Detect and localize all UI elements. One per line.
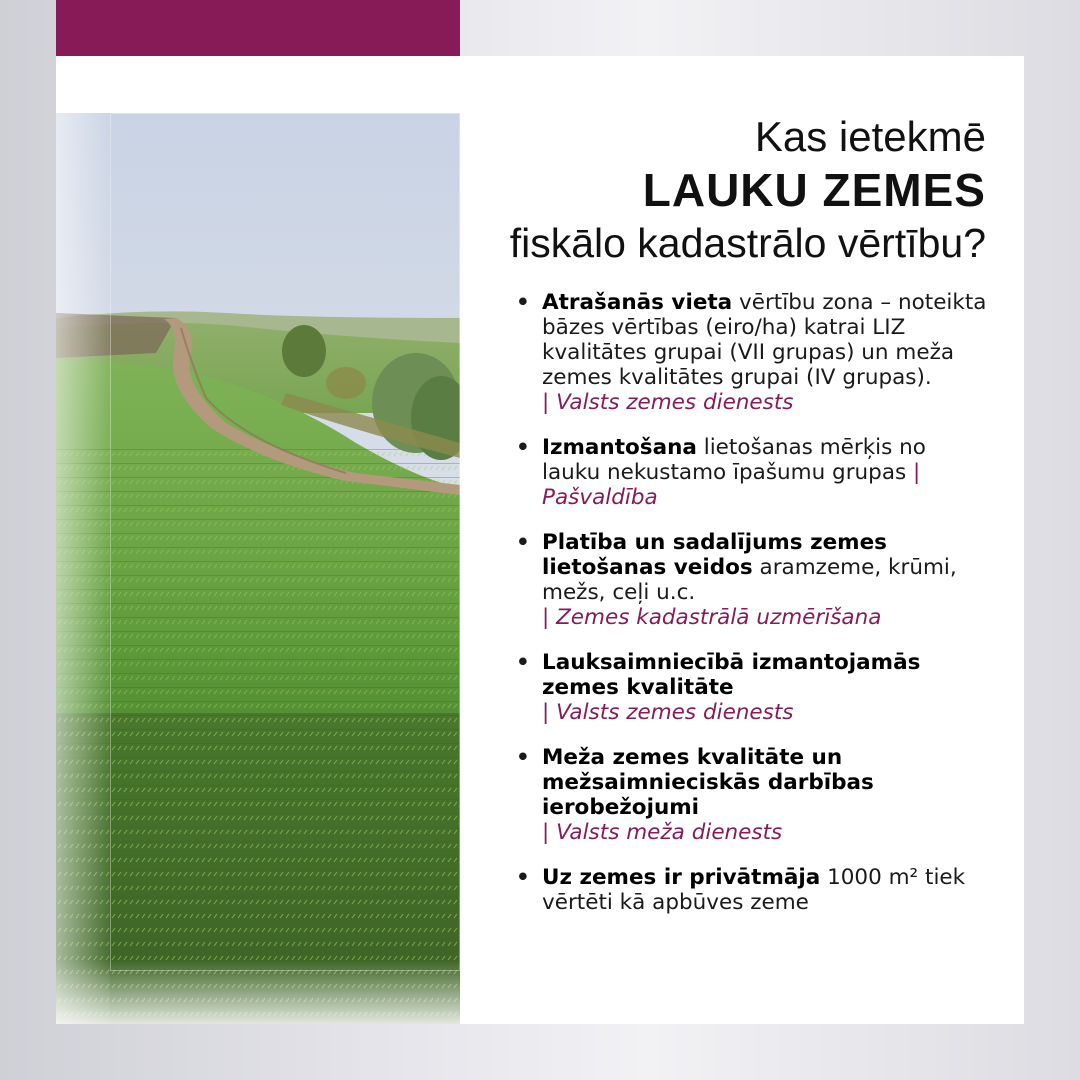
source-separator: | (913, 460, 921, 485)
item-text: 1000 m² tiek vērtēti kā apbūves zeme (542, 865, 966, 915)
bullet-icon: • (516, 530, 530, 555)
item-title: Uz zemes ir privātmāja (542, 865, 821, 890)
item-title: Lauksaimniecībā izmantojamās zemes kvalitāte (542, 650, 921, 700)
photo-fade-bottom (56, 960, 460, 1024)
photo-fade-left (56, 113, 110, 1024)
bullet-icon: • (516, 435, 530, 460)
item-source: Valsts zemes dienests (556, 390, 794, 415)
item-source: Valsts zemes dienests (556, 700, 794, 725)
item-source: Pašvaldība (542, 485, 658, 510)
factor-list (512, 290, 987, 935)
source-separator: | (542, 700, 557, 725)
title-line-3: fiskālo kadastrālo vērtību? (509, 220, 986, 266)
list-item (512, 650, 987, 725)
title-line-1: Kas ietekmē (754, 113, 986, 160)
title-line-2: LAUKU ZEMES (642, 164, 986, 216)
item-text: vērtību zona – noteikta bāzes vērtības (eiro/ha) katrai LIZ kvalitātes grupai (VII grupas) un meža zemes kvalitātes grupai (IV grupas). (542, 290, 987, 390)
bullet-icon: • (516, 865, 530, 890)
list-item (512, 745, 987, 845)
list-item (512, 290, 987, 415)
page-title (346, 112, 986, 268)
source-separator: | (542, 820, 557, 845)
item-title: Meža zemes kvalitāte un mežsaimnieciskās darbības ierobežojumi (542, 745, 874, 820)
accent-bar (56, 0, 460, 56)
item-title: Platība un sadalījums zemes lietošanas veidos (542, 530, 887, 580)
list-item (512, 865, 987, 915)
item-source: Zemes kadastrālā uzmērīšana (556, 605, 882, 630)
bullet-icon: • (516, 290, 530, 315)
item-source: Valsts meža dienests (556, 820, 783, 845)
bullet-icon: • (516, 745, 530, 770)
source-separator: | (542, 605, 557, 630)
item-title: Atrašanās vieta (542, 290, 733, 315)
item-text: lietošanas mērķis no lauku nekustamo īpašumu grupas (542, 435, 926, 485)
item-text: aramzeme, krūmi, mežs, ceļi u.c. (542, 555, 957, 605)
bullet-icon: • (516, 650, 530, 675)
item-title: Izmantošana (542, 435, 697, 460)
source-separator: | (542, 390, 557, 415)
list-item (512, 530, 987, 630)
list-item (512, 435, 987, 510)
